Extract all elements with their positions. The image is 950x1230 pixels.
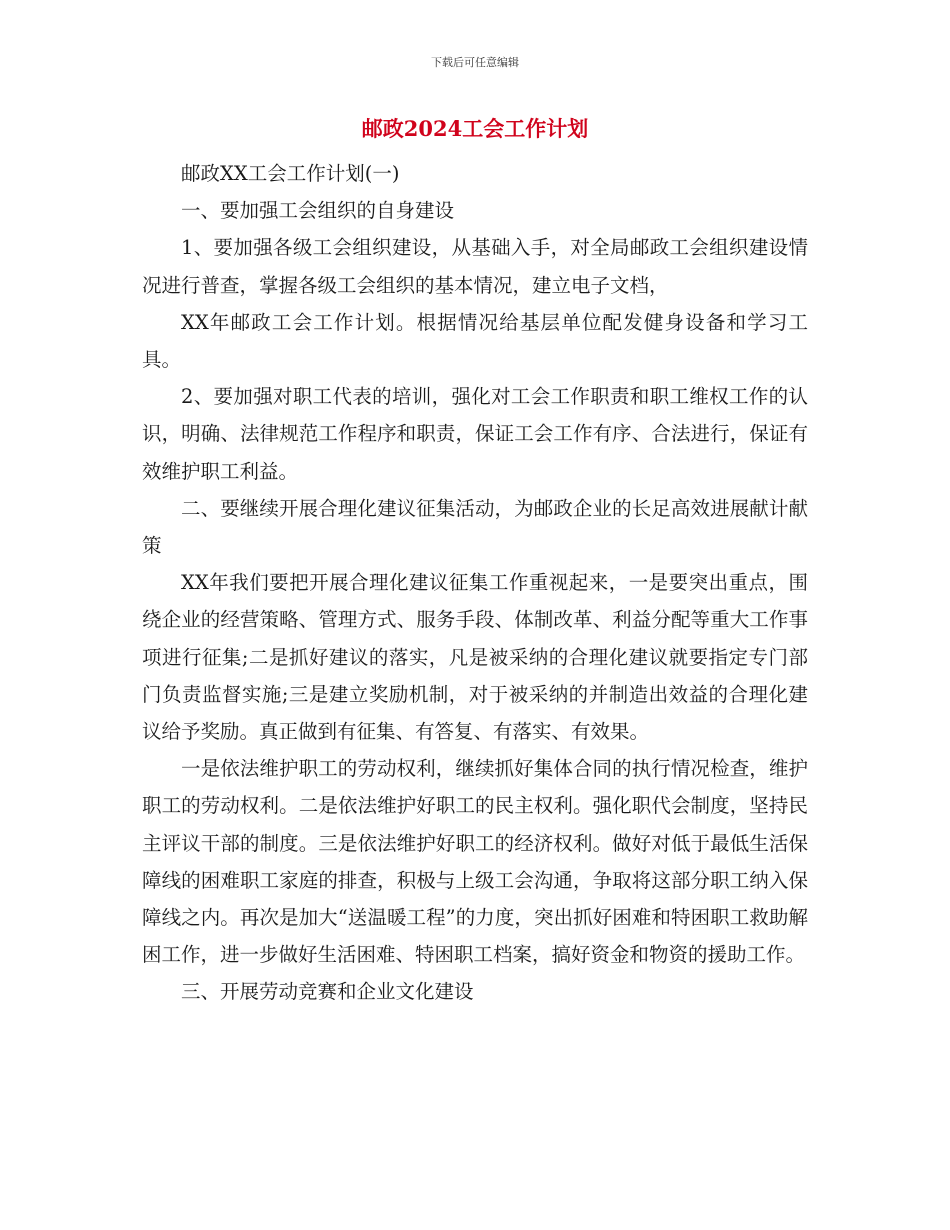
section-heading: 三、开展劳动竞赛和企业文化建设	[181, 980, 474, 1004]
paragraph: 一是依法维护职工的劳动权利，继续抓好集体合同的执行情况检查，维护职工的劳动权利。二是依法维护好职工的民主权利。强化职代会制度，坚持民主评议干部的制度。三是依法维护好职工的经济权利。做好对低于最低生活保障线的困难职工家庭的排查，积极与上级工会沟通，争取将这部分职工纳入保障线之内。再次是加大“送温暖工程”的力度，突出抓好困难和特困职工救助解困工作，进一步做好生活困难、特困职工档案，搞好资金和物资的援助工作。	[142, 757, 808, 967]
header-note: 下载后可任意编辑	[431, 56, 519, 69]
paragraph: 2、要加强对职工代表的培训，强化对工会工作职责和职工维权工作的认识，明确、法律规范工作程序和职责，保证工会工作有序、合法进行，保证有效维护职工利益。	[142, 385, 808, 483]
document-title: 邮政2024工会工作计划	[361, 116, 589, 141]
section-heading: 二、要继续开展合理化建议征集活动，为邮政企业的长足高效进展献计献策	[142, 496, 808, 558]
paragraph: 邮政XX工会工作计划(一)	[181, 162, 400, 185]
section-heading: 一、要加强工会组织的自身建设	[181, 199, 455, 223]
paragraph: XX年我们要把开展合理化建议征集工作重视起来，一是要突出重点，围绕企业的经营策略、管理方式、服务手段、体制改革、利益分配等重大工作事项进行征集;二是抓好建议的落实，凡是被采纳的合理化建议就要指定专门部门负责监督实施;三是建立奖励机制，对于被采纳的并制造出效益的合理化建议给予奖励。真正做到有征集、有答复、有落实、有效果。	[142, 571, 808, 744]
paragraph: 1、要加强各级工会组织建设，从基础入手，对全局邮政工会组织建设情况进行普查，掌握各级工会组织的基本情况，建立电子文档，	[142, 236, 808, 297]
paragraph: XX年邮政工会工作计划。根据情况给基层单位配发健身设备和学习工具。	[142, 310, 808, 372]
document-body	[142, 155, 808, 1011]
